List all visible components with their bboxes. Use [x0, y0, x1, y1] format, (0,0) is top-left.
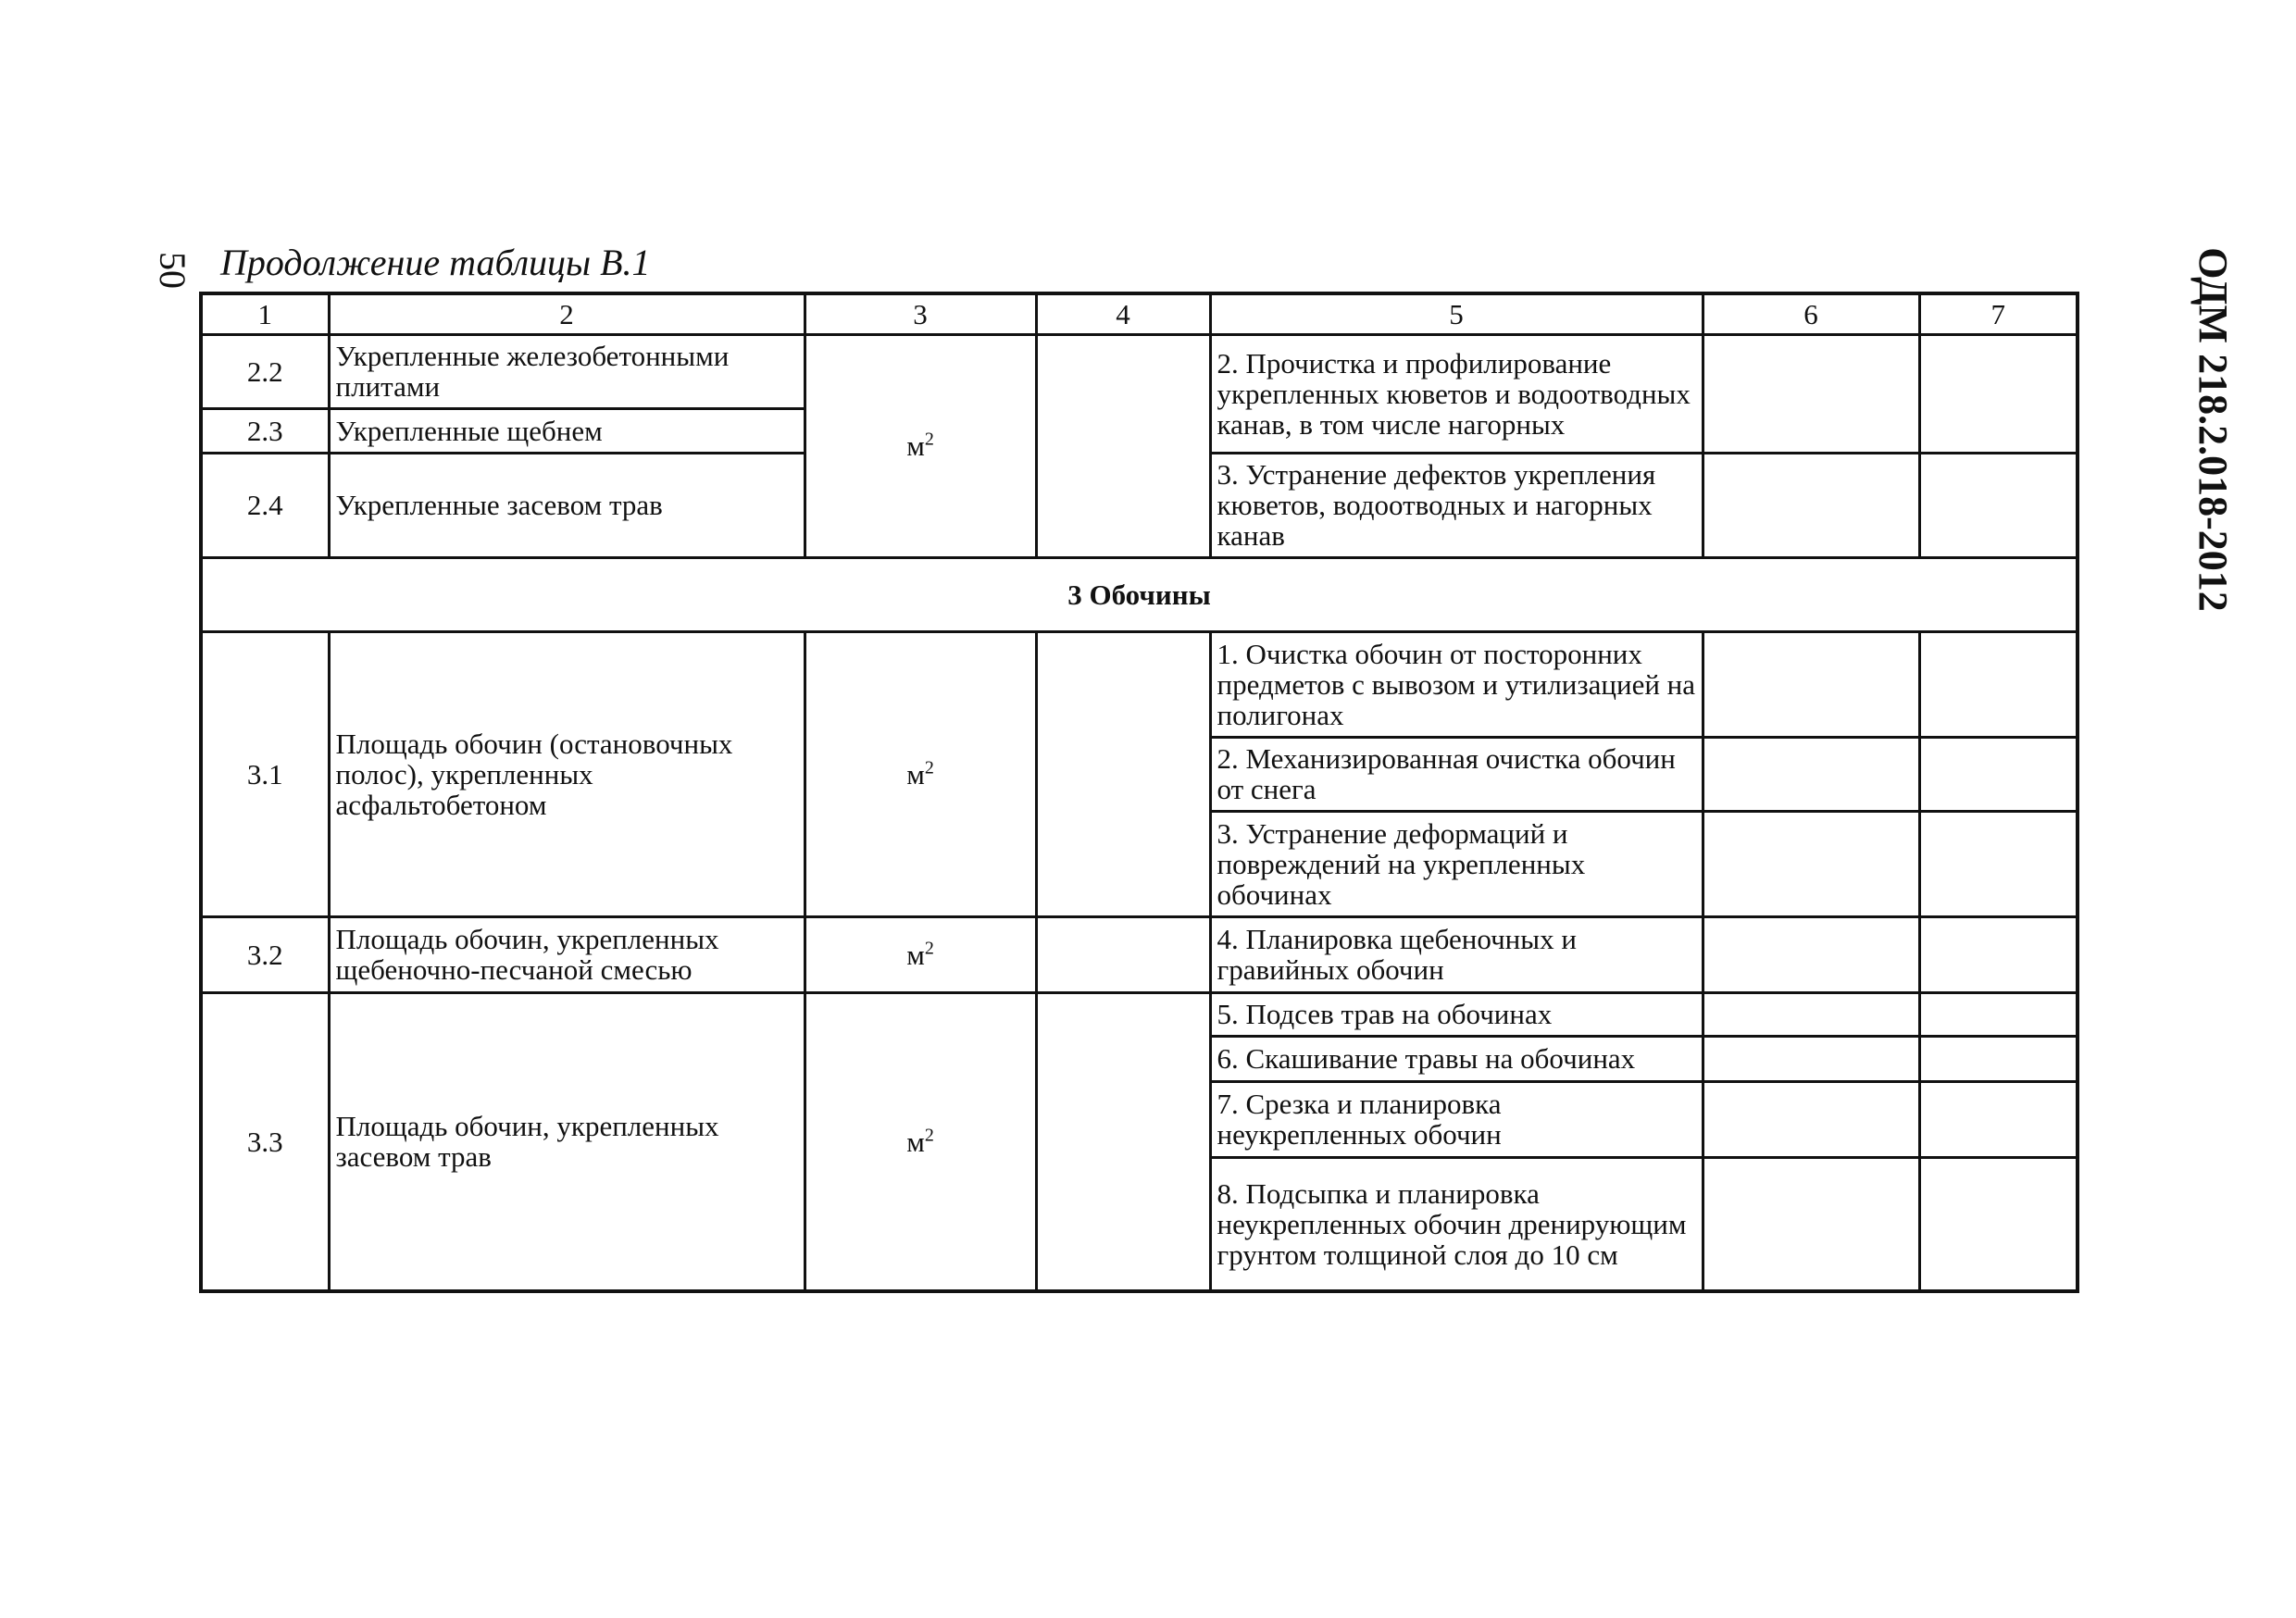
empty-cell — [1703, 1036, 1919, 1081]
row-number: 3.2 — [201, 916, 329, 992]
row-name: Укрепленные щебнем — [329, 408, 805, 453]
unit-exponent: 2 — [924, 429, 934, 450]
empty-cell — [1036, 631, 1210, 916]
row-name: Укрепленные железобетонными плитами — [329, 334, 805, 408]
row-number: 2.4 — [201, 453, 329, 557]
column-header: 7 — [1919, 293, 2078, 334]
empty-cell — [1703, 453, 1919, 557]
column-header: 4 — [1036, 293, 1210, 334]
work-item: 2. Прочистка и профилирование укрепленных кюветов и водоотводных канав, в том числе нагорных — [1210, 334, 1703, 453]
row-name: Площадь обочин, укрепленных засевом трав — [329, 992, 805, 1291]
work-item: 1. Очистка обочин от посторонних предметов с вывозом и утилизацией на полигонах — [1210, 631, 1703, 737]
unit-text: м — [906, 757, 925, 790]
work-item: 7. Срезка и планировка неукрепленных обочин — [1210, 1081, 1703, 1157]
work-item: 3. Устранение дефектов укрепления кюветов, водоотводных и нагорных канав — [1210, 453, 1703, 557]
unit-cell — [805, 916, 1036, 992]
empty-cell — [1036, 992, 1210, 1291]
row-name: Площадь обочин (остановочных полос), укрепленных асфальтобетоном — [329, 631, 805, 916]
specification-table — [199, 292, 2079, 1293]
unit-text: м — [906, 938, 925, 971]
section-title: 3 Обочины — [201, 557, 2078, 631]
empty-cell — [1036, 334, 1210, 557]
row-number: 2.3 — [201, 408, 329, 453]
empty-cell — [1919, 453, 2078, 557]
document-code: ОДМ 218.2.018-2012 — [2190, 247, 2236, 612]
unit-exponent: 2 — [924, 1125, 934, 1146]
row-number: 2.2 — [201, 334, 329, 408]
table-row — [201, 631, 2078, 737]
empty-cell — [1919, 1081, 2078, 1157]
empty-cell — [1919, 1157, 2078, 1291]
column-header: 2 — [329, 293, 805, 334]
row-number: 3.3 — [201, 992, 329, 1291]
unit-cell — [805, 631, 1036, 916]
empty-cell — [1919, 992, 2078, 1036]
empty-cell — [1703, 992, 1919, 1036]
column-header: 6 — [1703, 293, 1919, 334]
column-header: 5 — [1210, 293, 1703, 334]
empty-cell — [1703, 1157, 1919, 1291]
work-item: 8. Подсыпка и планировка неукрепленных обочин дренирующим грунтом толщиной слоя до 10 см — [1210, 1157, 1703, 1291]
row-name: Укрепленные засевом трав — [329, 453, 805, 557]
unit-exponent: 2 — [924, 757, 934, 778]
empty-cell — [1703, 916, 1919, 992]
page-number: 50 — [152, 252, 193, 289]
section-row — [201, 557, 2078, 631]
column-number-row — [201, 293, 2078, 334]
column-header: 1 — [201, 293, 329, 334]
empty-cell — [1036, 916, 1210, 992]
work-item: 4. Планировка щебеночных и гравийных обочин — [1210, 916, 1703, 992]
empty-cell — [1919, 334, 2078, 453]
table-row — [201, 916, 2078, 992]
empty-cell — [1919, 737, 2078, 811]
column-header: 3 — [805, 293, 1036, 334]
unit-exponent: 2 — [924, 938, 934, 959]
work-item: 2. Механизированная очистка обочин от снега — [1210, 737, 1703, 811]
empty-cell — [1919, 1036, 2078, 1081]
row-name: Площадь обочин, укрепленных щебеночно-песчаной смесью — [329, 916, 805, 992]
table-row — [201, 992, 2078, 1036]
empty-cell — [1919, 631, 2078, 737]
empty-cell — [1703, 631, 1919, 737]
empty-cell — [1703, 811, 1919, 916]
row-number: 3.1 — [201, 631, 329, 916]
empty-cell — [1703, 334, 1919, 453]
empty-cell — [1919, 916, 2078, 992]
empty-cell — [1919, 811, 2078, 916]
unit-cell — [805, 992, 1036, 1291]
work-item: 5. Подсев трав на обочинах — [1210, 992, 1703, 1036]
table-caption: Продолжение таблицы В.1 — [220, 242, 651, 283]
unit-text: м — [906, 429, 925, 462]
unit-cell — [805, 334, 1036, 557]
empty-cell — [1703, 1081, 1919, 1157]
work-item: 3. Устранение деформаций и повреждений на укрепленных обочинах — [1210, 811, 1703, 916]
work-item: 6. Скашивание травы на обочинах — [1210, 1036, 1703, 1081]
unit-text: м — [906, 1125, 925, 1158]
empty-cell — [1703, 737, 1919, 811]
table-row — [201, 334, 2078, 408]
